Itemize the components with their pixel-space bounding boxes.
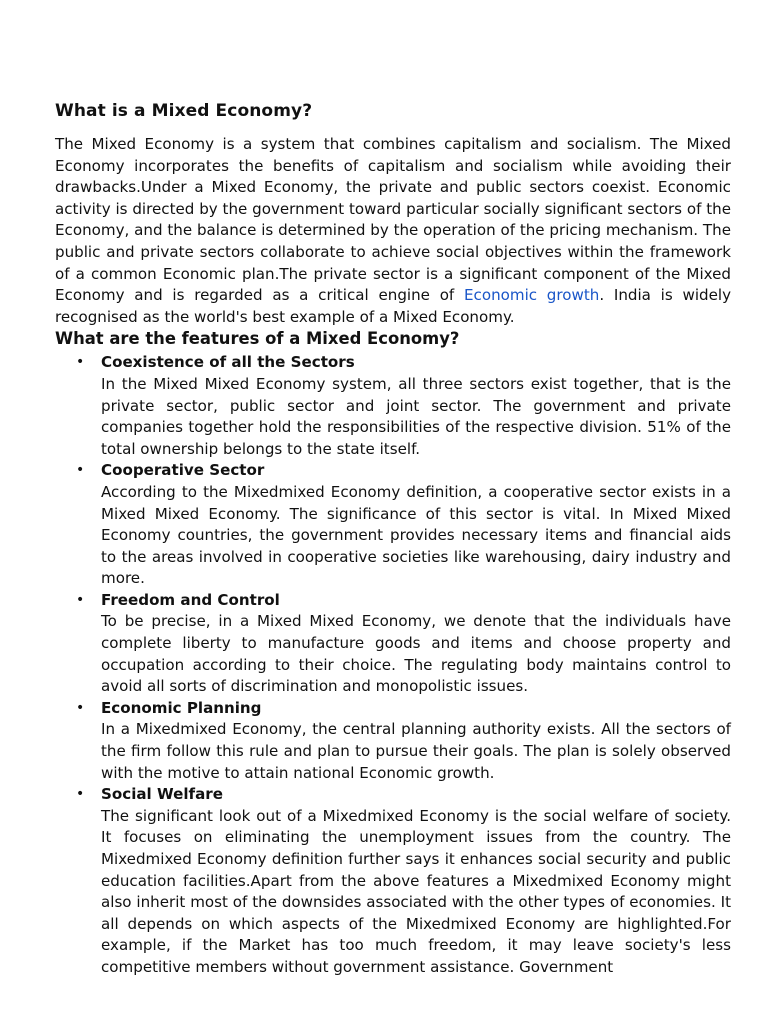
features-heading: What are the features of a Mixed Economy?: [55, 329, 460, 349]
page-title: What is a Mixed Economy?: [55, 101, 313, 121]
bullet-icon: •: [76, 591, 85, 608]
list-item: [76, 352, 731, 460]
feature-title: Economic Planning: [101, 698, 262, 717]
document-page: [55, 98, 731, 979]
list-item: [76, 460, 731, 590]
bullet-icon: •: [76, 462, 85, 479]
list-item: [76, 590, 731, 698]
intro-text-end: . India is widely recognised as the world's best example of a Mixed Economy.: [55, 286, 732, 326]
feature-title: Cooperative Sector: [101, 461, 265, 480]
list-item: [76, 698, 731, 784]
features-list: [55, 352, 731, 978]
bullet-icon: •: [76, 354, 85, 371]
feature-body: According to the Mixedmixed Economy definition, a cooperative sector exists in a Mixed Mixed Economy. The significance of this sector is vital. In Mixed Mixed Economy countries, the government provides necessary items and financial aids to the areas involved in cooperative societies like warehousing, dairy industry and more.: [101, 482, 731, 588]
bullet-icon: •: [76, 786, 85, 803]
feature-body: The significant look out of a Mixedmixed Economy is the social welfare of society. It focuses on eliminating the unemployment issues from the country. The Mixedmixed Economy definition further says it enhances social security and public education facilities.Apart from the above features a Mixedmixed Economy might also inherit most of the downsides associated with the other types of economies. It all depends on which aspects of the Mixedmixed Economy are highlighted.For example, if the Market has too much freedom, it may leave society's less competitive members without government assistance. Government: [101, 806, 731, 976]
intro-paragraph: [55, 134, 731, 328]
economic-growth-link[interactable]: Economic growth: [464, 286, 600, 305]
feature-body: To be precise, in a Mixed Mixed Economy, we denote that the individuals have complete liberty to manufacture goods and items and choose property and occupation according to their choice. The regulating body maintains control to avoid all sorts of discrimination and monopolistic issues.: [101, 612, 731, 696]
feature-title: Coexistence of all the Sectors: [101, 353, 355, 372]
list-item: [76, 784, 731, 978]
feature-body: In the Mixed Mixed Economy system, all three sectors exist together, that is the private sector, public sector and joint sector. The government and private companies together hold the responsibilities of the respective division. 51% of the total ownership belongs to the state itself.: [101, 374, 731, 458]
feature-title: Freedom and Control: [101, 590, 280, 609]
bullet-icon: •: [76, 699, 85, 716]
feature-body: In a Mixedmixed Economy, the central planning authority exists. All the sectors of the firm follow this rule and plan to pursue their goals. The plan is solely observed with the motive to attain national Economic growth.: [101, 720, 731, 782]
feature-title: Social Welfare: [101, 785, 223, 804]
intro-text-start: The Mixed Economy is a system that combines capitalism and socialism. The Mixed Economy incorporates the benefits of capitalism and socialism while avoiding their drawbacks.Under a Mixed Economy, the private and public sectors coexist. Economic activity is directed by the government toward particular socially significant sectors of the Economy, and the balance is determined by the operation of the pricing mechanism. The public and private sectors collaborate to achieve social objectives within the framework of a common Economic plan.The private sector is a significant component of the Mixed Economy and is regarded as a critical engine of: [55, 135, 731, 305]
